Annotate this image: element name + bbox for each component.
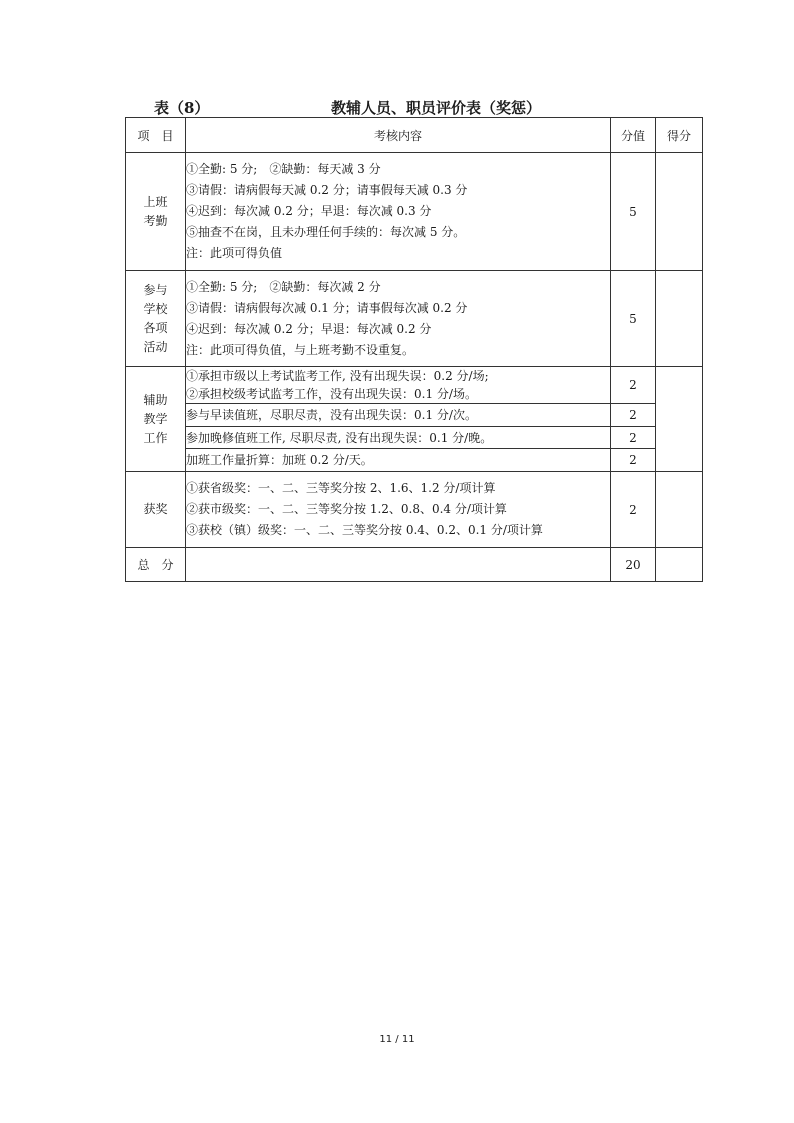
- content-line: 注：此项可得负值: [186, 246, 283, 260]
- section-content: 参加晚修值班工作, 尽职尽责, 没有出现失误：0.1 分/晚。: [186, 427, 611, 449]
- total-score: 20: [611, 548, 656, 582]
- section-label: [126, 271, 186, 367]
- content-line: ④迟到：每次减 0.2 分；早退：每次减 0.2 分: [186, 321, 432, 336]
- section-label-line: 教学: [143, 411, 168, 426]
- section-label-line: 辅助: [143, 392, 168, 407]
- content-line: ①全勤: 5 分; ②缺勤：每天减 3 分: [186, 162, 381, 176]
- content-line: ①全勤: 5 分; ②缺勤：每次减 2 分: [186, 279, 381, 294]
- section-earned-cell[interactable]: [656, 153, 703, 271]
- section-earned-cell[interactable]: [656, 367, 703, 472]
- section-label-line: 参与: [143, 282, 168, 297]
- page-title: 教辅人员、职员评价表（奖惩）: [331, 99, 542, 117]
- content-line: ③请假：请病假每次减 0.1 分；请事假每次减 0.2 分: [186, 300, 468, 315]
- section-label-line: 各项: [143, 320, 168, 335]
- section-label-line: 学校: [143, 301, 168, 316]
- section-label-line: 考勤: [143, 213, 168, 228]
- section-earned-cell[interactable]: [656, 271, 703, 367]
- section-score: 2: [611, 472, 656, 548]
- header-item: 项 目: [126, 118, 186, 153]
- header-earned: 得分: [656, 118, 703, 153]
- content-line: ③获校（镇）级奖：一、二、三等奖分按 0.4、0.2、0.1 分/项计算: [186, 523, 543, 537]
- content-line: ②获市级奖：一、二、三等奖分按 1.2、0.8、0.4 分/项计算: [186, 502, 507, 516]
- total-earned-cell[interactable]: [656, 548, 703, 582]
- section-content: 加班工作量折算：加班 0.2 分/天。: [186, 449, 611, 472]
- section-label-line: 活动: [143, 339, 168, 354]
- table-row: [126, 153, 703, 271]
- section-score: 5: [611, 153, 656, 271]
- section-score: 2: [611, 427, 656, 449]
- section-label: [126, 472, 186, 548]
- table-row: [126, 472, 703, 548]
- content-line: ②承担校级考试监考工作，没有出现失误：0.1 分/场。: [186, 387, 477, 401]
- section-content: [186, 472, 611, 548]
- table-row: [126, 404, 703, 427]
- section-content: 参与早读值班，尽职尽责，没有出现失误：0.1 分/次。: [186, 404, 611, 427]
- section-label: [126, 153, 186, 271]
- total-content-cell: [186, 548, 611, 582]
- section-content: [186, 271, 611, 367]
- section-label: [126, 367, 186, 472]
- table-number: 表（8）: [154, 99, 210, 117]
- content-line: ⑤抽查不在岗，且未办理任何手续的：每次减 5 分。: [186, 225, 466, 239]
- section-earned-cell[interactable]: [656, 472, 703, 548]
- section-label-line: 上班: [143, 194, 168, 209]
- content-line: ③请假：请病假每天减 0.2 分；请事假每天减 0.3 分: [186, 183, 468, 197]
- section-content: [186, 367, 611, 404]
- evaluation-table: [125, 117, 703, 582]
- header-score: 分值: [611, 118, 656, 153]
- table-row: [126, 271, 703, 367]
- total-label: 总 分: [126, 548, 186, 582]
- section-score: 2: [611, 449, 656, 472]
- content-line: ①获省级奖：一、二、三等奖分按 2、1.6、1.2 分/项计算: [186, 481, 496, 495]
- section-label-line: 获奖: [143, 502, 168, 516]
- section-label-line: 工作: [143, 430, 168, 445]
- table-header-row: [126, 118, 703, 153]
- section-score: 2: [611, 367, 656, 404]
- content-line: 注：此项可得负值，与上班考勤不设重复。: [186, 342, 415, 357]
- section-score: 5: [611, 271, 656, 367]
- total-row: [126, 548, 703, 582]
- table-row: [126, 427, 703, 449]
- section-score: 2: [611, 404, 656, 427]
- table-row: [126, 449, 703, 472]
- section-content: [186, 153, 611, 271]
- table-row: [126, 367, 703, 404]
- header-content: 考核内容: [186, 118, 611, 153]
- content-line: ④迟到：每次减 0.2 分；早退：每次减 0.3 分: [186, 204, 432, 218]
- content-line: ①承担市级以上考试监考工作, 没有出现失误：0.2 分/场;: [186, 369, 489, 383]
- page-number: 11 / 11: [379, 1034, 415, 1045]
